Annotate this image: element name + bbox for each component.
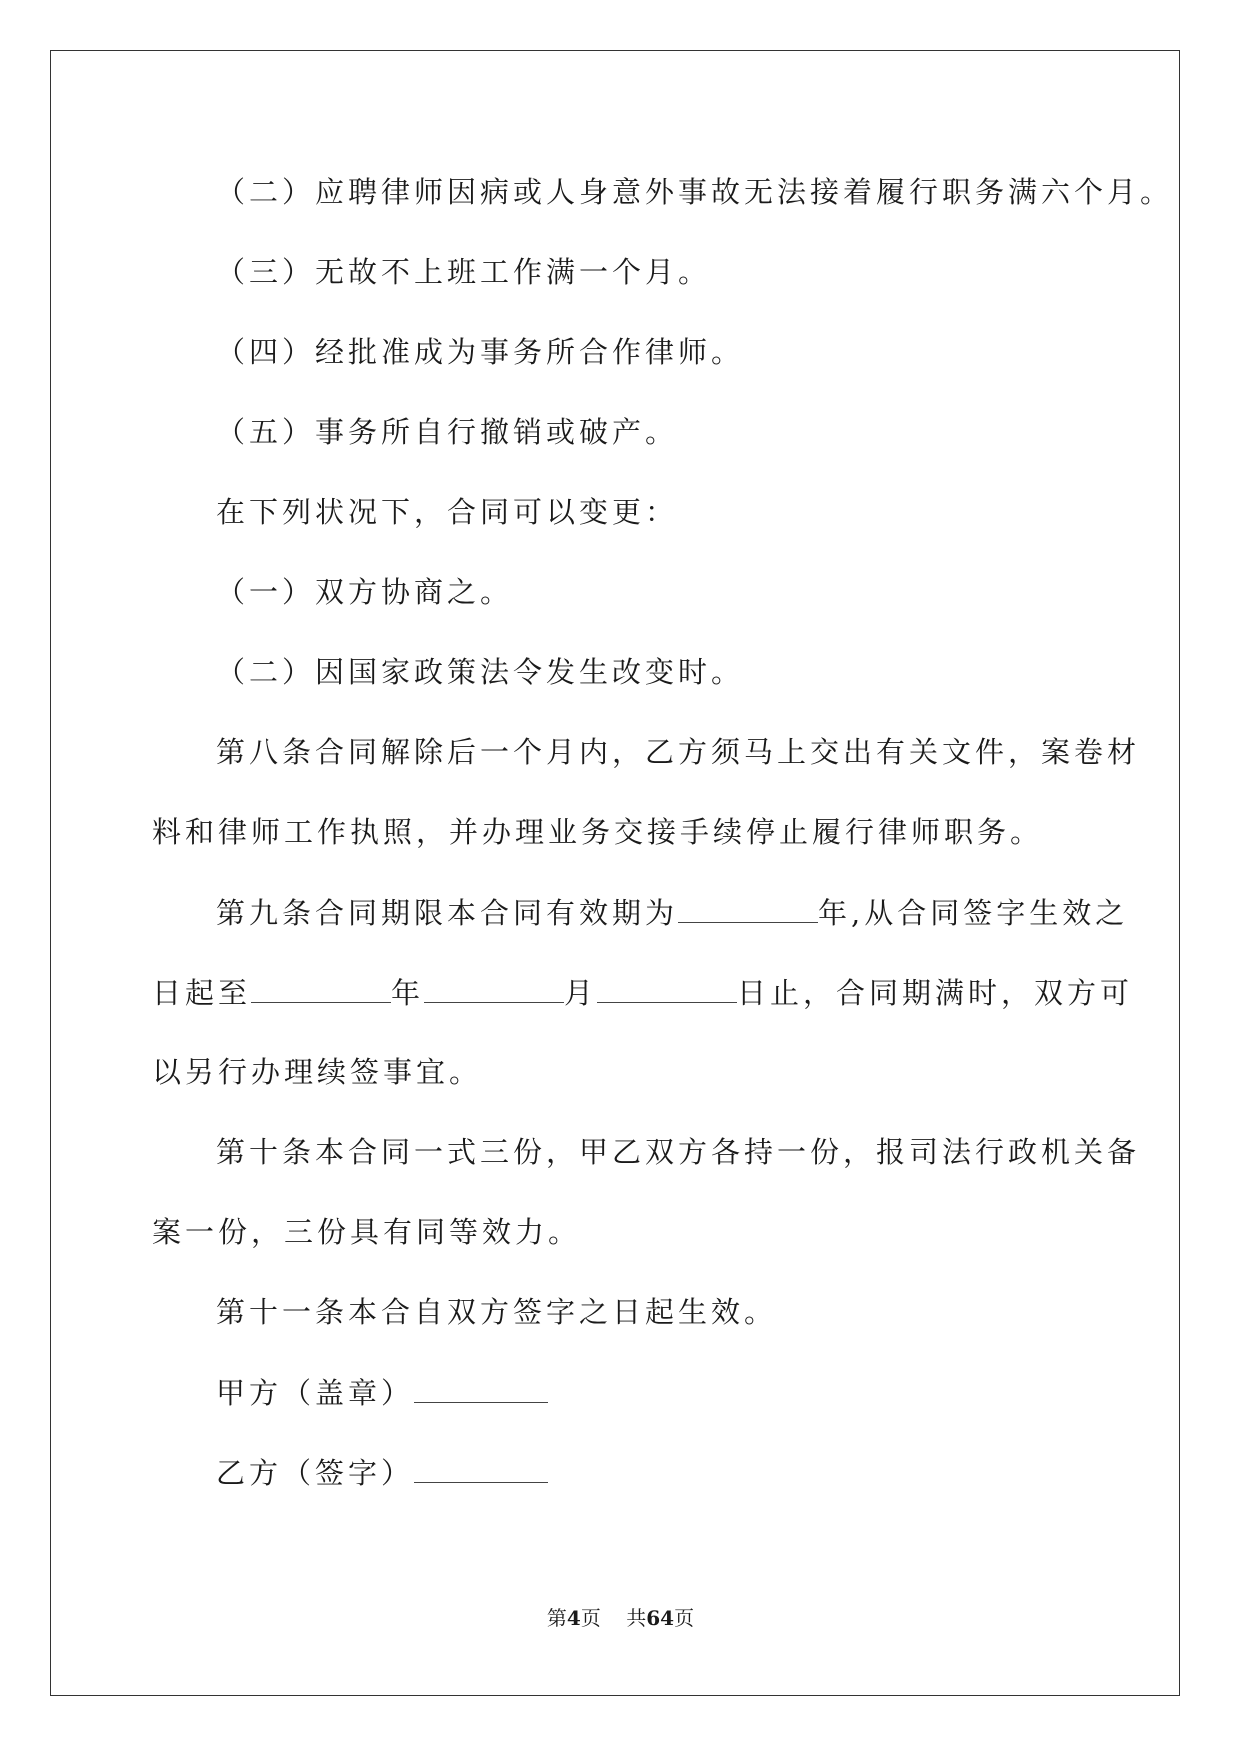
party-a-blank (414, 1372, 548, 1403)
article-9-text-d: 日止，合同期满时，双方可 (737, 976, 1134, 1010)
end-year-blank (251, 972, 391, 1003)
page-border (50, 50, 1180, 1696)
change-intro: 在下列状况下，合同可以变更： (216, 495, 679, 529)
article-10-line-2: 案一份，三份具有同等效力。 (152, 1215, 582, 1249)
end-day-blank (597, 972, 737, 1003)
party-a-signature (216, 1372, 1156, 1413)
article-9-line-1 (216, 892, 1156, 933)
party-b-signature (216, 1452, 1156, 1493)
footer-prefix: 第 (546, 1606, 567, 1630)
article-11: 第十一条本合自双方签字之日起生效。 (216, 1295, 778, 1329)
article-10-line-1: 第十条本合同一式三份，甲乙双方各持一份，报司法行政机关备 (216, 1135, 1141, 1169)
article-9-month: 月 (564, 976, 598, 1010)
party-b-blank (414, 1452, 548, 1483)
article-8-line-1: 第八条合同解除后一个月内，乙方须马上交出有关文件，案卷材 (216, 735, 1141, 769)
page-number: 4 (566, 1606, 581, 1630)
footer-total-prefix: 共 (626, 1606, 647, 1630)
clause-2: （二）应聘律师因病或人身意外事故无法接着履行职务满六个月。 (216, 175, 1174, 209)
change-clause-2: （二）因国家政策法令发生改变时。 (216, 655, 745, 689)
total-pages: 64 (646, 1606, 675, 1630)
party-a-label: 甲方（盖章） (216, 1376, 415, 1410)
clause-4: （四）经批准成为事务所合作律师。 (216, 335, 745, 369)
article-8-line-2: 料和律师工作执照，并办理业务交接手续停止履行律师职务。 (152, 815, 1044, 849)
clause-3: （三）无故不上班工作满一个月。 (216, 255, 712, 289)
end-month-blank (424, 972, 564, 1003)
clause-5: （五）事务所自行撤销或破产。 (216, 415, 679, 449)
footer-total-suffix: 页 (674, 1606, 695, 1630)
footer-page-suffix: 页 (580, 1606, 601, 1630)
article-9-line-2 (152, 972, 1134, 1013)
page-footer (0, 1602, 1241, 1631)
article-9-text-a: 第九条合同期限本合同有效期为 (216, 896, 679, 930)
article-9-year: 年 (391, 976, 425, 1010)
change-clause-1: （一）双方协商之。 (216, 575, 514, 609)
article-9-text-c: 日起至 (152, 976, 252, 1010)
party-b-label: 乙方（签字） (216, 1456, 415, 1490)
article-9-line-3: 以另行办理续签事宜。 (152, 1055, 483, 1089)
term-years-blank (678, 892, 818, 923)
article-9-text-b: 年,从合同签字生效之 (818, 896, 1129, 930)
